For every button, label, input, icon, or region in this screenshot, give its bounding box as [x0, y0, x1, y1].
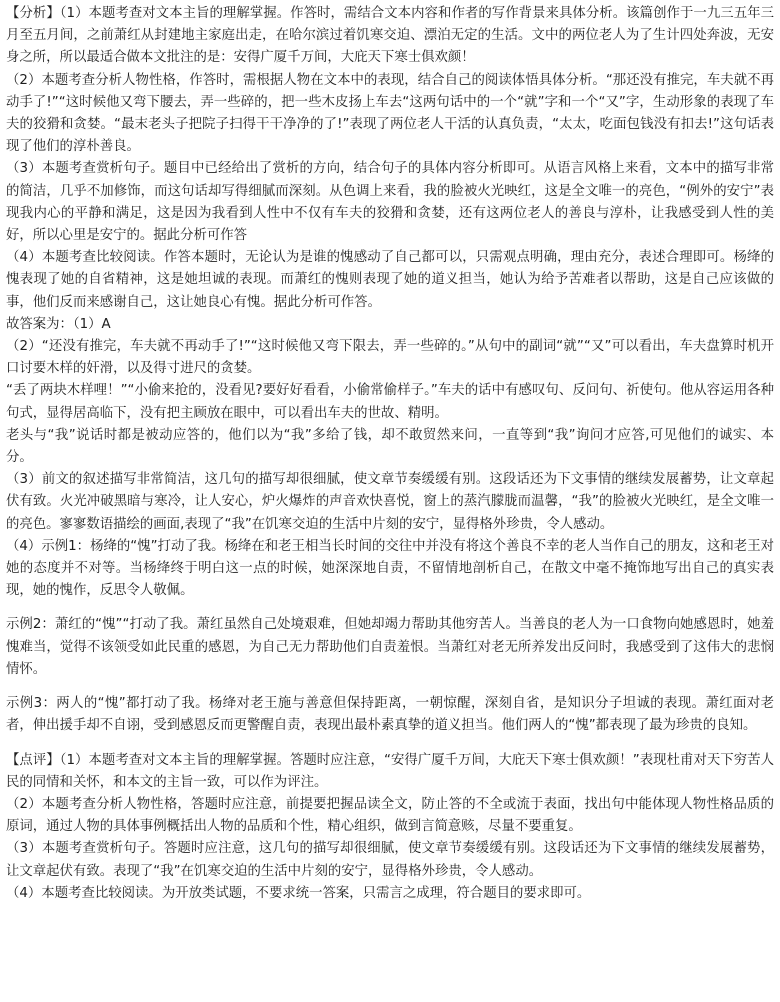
comment-paragraph-4: （4）本题考查比较阅读。为开放类试题，不要求统一答案，只需言之成理，符合题目的要求即可。 [6, 885, 591, 901]
analysis-paragraph-4: （4）本题考查比较阅读。作答本题时，无论认为是谁的愧感动了自己都可以，只需观点明确，理由充分，表述合理即可。杨绛的愧表现了她的自省精神，这是她坦诚的表现。而萧红的愧则表现了她的道义担当，她认为给予苦难者以帮助，这是自己应该做的事，他们反而来感谢自己，这让她良心有愧。据此分析可作答。 [6, 250, 774, 310]
comment-paragraph-1: 【点评】（1）本题考查对文本主旨的理解掌握。答题时应注意，“安得广厦千万间，大庇天下寒士俱欢颜！”表现杜甫对天下穷苦人民的同情和关怀，和本文的主旨一致，可以作为评注。 [6, 752, 774, 790]
comment-paragraph-2: （2）本题考查分析人物性格，答题时应注意，前提要把握品读全文，防止答的不全或流于表面，找出句中能体现人物性格品质的原词，通过人物的具体事例概括出人物的品质和个性，精心组织，做到言简意赅，尽量不要重复。 [6, 796, 774, 835]
answer-intro: 故答案为：（1）A [6, 316, 111, 332]
answer-3: （3）前文的叙述描写非常简洁，这几句的描写却很细腻，使文章节奏缓缓有别。这段话还为下文事情的继续发展蓄势，让文章起伏有致。火光冲破黑暗与寒冷，让人安心，炉火爆炸的声音欢快喜悦，窗上的蒸汽朦胧而温馨，“我”的脸被火光映红，是全文唯一的亮色。寥寥数语描绘的画面,表现了“我”在饥寒交迫的生活中片刻的安宁，显得格外珍贵，令人感动。 [6, 472, 774, 532]
analysis-paragraph-3: （3）本题考查赏析句子。题目中已经给出了赏析的方向，结合句子的具体内容分析即可。从语言风格上来看，文本中的描写非常的简洁，几乎不加修饰，而这句话却写得细腻而深刻。从色调上来看，我的脸被火光映红，这是全文唯一的亮色，“例外的安宁”表现我内心的平静和满足，这是因为我看到人性中不仅有车夫的狡猾和贪婪，还有这两位老人的善良与淳朴，让我感受到人性的美好，所以心里是安宁的。据此分析可作答 [6, 161, 774, 244]
analysis-paragraph-2: （2）本题考查分析人物性格，作答时，需根据人物在文本中的表现，结合自己的阅读体悟具体分析。“那还没有推完，车夫就不再动手了!”“这时候他又弯下腰去，弄一些碎的，把一些木皮扬上车去“这两句话中的一个“就”字和一个“又”字，生动形象的表现了车夫的狡猾和贪婪。“最末老头子把院子扫得干干净净的了!”表现了两位老人干活的认真负责，“太太，吃面包钱没有扣去!”这句话表现了他们的淳朴善良。 [6, 72, 774, 155]
analysis-paragraph-1: 【分析】（1）本题考查对文本主旨的理解掌握。作答时，需结合文本内容和作者的写作背景来具体分析。该篇创作于一九三五年三月至五月间，之前萧红从封建地主家庭出走，在哈尔滨过着饥寒交迫、漂泊无定的生活。文中的两位老人为了生计四处奔波，无安身之所，所以最适合做本文批注的是：安得广厦千万间，大庇天下寒士俱欢颜！ [6, 6, 774, 66]
answer-2-paragraph-1: （2）“还没有推完，车夫就不再动手了!”“这时候他又弯下限去，弄一些碎的。”从句中的副词“就”“又”可以看出，车夫盘算时机开口讨要木样的奸滑，以及得寸进尺的贪婪。 [6, 339, 774, 377]
answer-2-paragraph-2: “丢了两块木样哩！”“小偷来抢的，没看见?要好好看看，小偷常偷样子。”车夫的话中有感叹句、反问句、祈使句。他从容运用各种句式，显得居高临下，没有把主顾放在眼中，可以看出车夫的世故、精明。 [6, 383, 774, 421]
answer-4-example-3: 示例3：两人的“愧”都打动了我。杨绛对老王施与善意但保持距离，一朝惊醒，深刻自省，是知识分子坦诚的表现。萧红面对老者，伸出援手却不自诩，受到感恩反而更警醒自责，表现出最朴素真挚的道义担当。他们两人的“愧”都表现了最为珍贵的良知。 [6, 696, 774, 734]
answer-4-example-2: 示例2：萧红的“愧”“打动了我。萧红虽然自己处境艰难，但她却竭力帮助其他穷苦人。当善良的老人为一口食物向她感恩时，她羞愧难当，觉得不该领受如此民重的感恩，为自己无力帮助他们自责羞恨。当萧红对老无所养发出反问时，我感受到了这伟大的悲悯情怀。 [6, 617, 774, 677]
answer-4-example-1: （4）示例1：杨绛的“愧”打动了我。杨绛在和老王相当长时间的交往中并没有将这个善良不幸的老人当作自己的朋友，这和老王对她的态度并不对等。当杨绛终于明白这一点的时候，她深深地自责，不留情地剖析自己，在散文中毫不掩饰地写出自己的真实表现，她的愧作，反思令人敬佩。 [6, 538, 774, 599]
answer-2-paragraph-3: 老头与“我”说话时都是被动应答的，他们以为“我”多给了钱，却不敢贸然来问，一直等到“我”询问才应答,可见他们的诚实、本分。 [6, 427, 774, 466]
comment-paragraph-3: （3）本题考查赏析句子。答题时应注意，这几句的描写却很细腻，使文章节奏缓缓有别。这段话还为下文事情的继续发展蓄势，让文章起伏有致。表现了“我”在饥寒交迫的生活中片刻的安宁，显得格外珍贵，令人感动。 [6, 841, 774, 879]
